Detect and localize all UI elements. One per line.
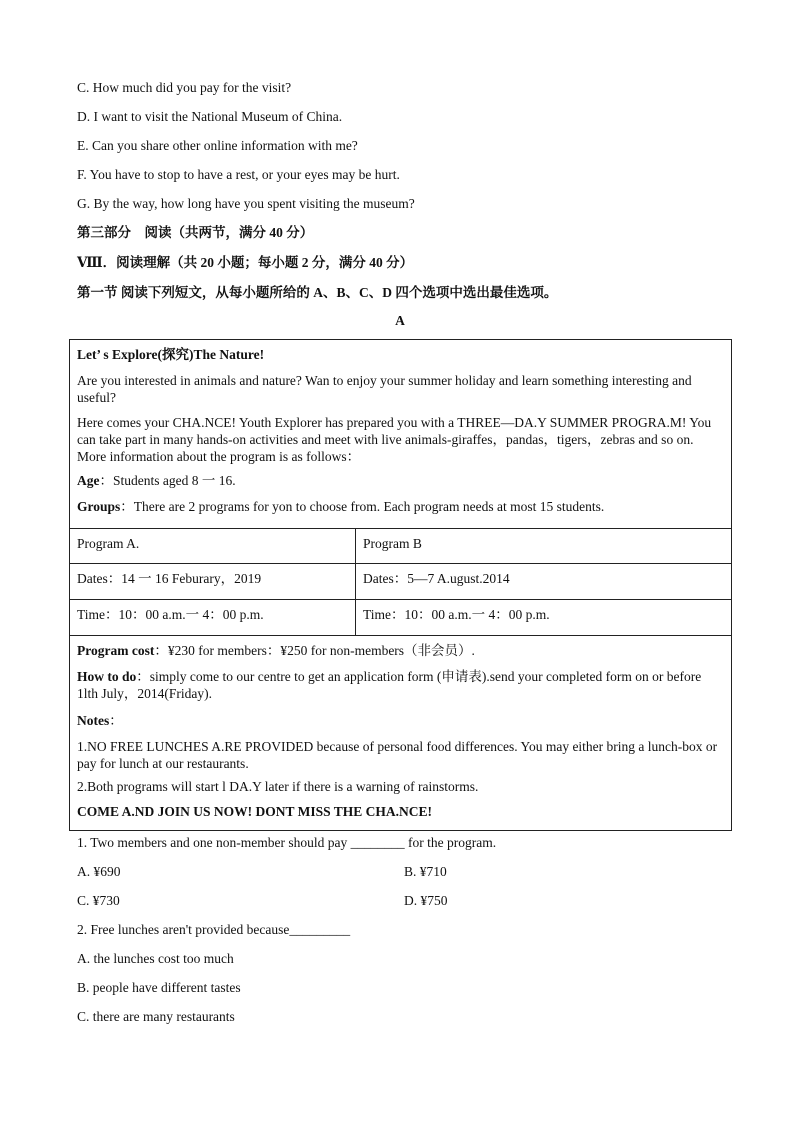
note-2: 2.Both programs will start l DA.Y later if there is a warning of rainstorms.	[77, 779, 479, 794]
notes-label: Notes	[77, 713, 110, 728]
question-1-stem: 1. Two members and one non-member should pay ________ for the program.	[77, 835, 497, 850]
groups-text: ：There are 2 programs for yon to choose from. Each program needs at most 15 students.	[120, 499, 605, 514]
option-c: C. How much did you pay for the visit?	[77, 80, 292, 95]
option-d: D. I want to visit the National Museum of China.	[77, 109, 343, 124]
cost-line	[77, 642, 722, 659]
program-b-header: Program B	[363, 536, 422, 551]
option-f: F. You have to stop to have a rest, or your eyes may be hurt.	[77, 167, 400, 182]
table-divider	[70, 528, 731, 529]
option-e: E. Can you share other online information with me?	[77, 138, 358, 153]
age-label: Age	[77, 473, 100, 488]
passage-paragraph: Here comes your CHA.NCE! Youth Explorer has prepared you with a THREE—DA.Y SUMMER PROGRA.M! You can take part in many hands-on activities and meet with live animals-giraffes，pandas，tigers，zebras and so on. More information about the program is as follows：	[77, 415, 712, 464]
cost-label: Program cost	[77, 643, 155, 658]
table-divider	[70, 563, 731, 564]
age-text: ：Students aged 8 一 16.	[99, 473, 236, 488]
q1-option-b: B. ¥710	[404, 864, 447, 879]
note-1: 1.NO FREE LUNCHES A.RE PROVIDED because of personal food differences. You may either bring a lunch-box or pay for lunch at our restaurants.	[77, 739, 718, 771]
howto-line	[77, 668, 722, 702]
groups-line	[77, 498, 722, 515]
notes-heading	[77, 712, 722, 729]
subsection-heading: Ⅷ．阅读理解（共 20 小题；每小题 2 分，满分 40 分）	[77, 255, 414, 270]
closing-line: COME A.ND JOIN US NOW! DONT MISS THE CHA.NCE!	[77, 804, 433, 819]
passage-box	[69, 339, 732, 831]
question-2-stem: 2. Free lunches aren't provided because_________	[77, 922, 351, 937]
program-a-dates: Dates：14 一 16 Feburary，2019	[77, 571, 262, 586]
notes-colon: ：	[109, 713, 123, 728]
passage-intro: Are you interested in animals and nature? Wan to enjoy your summer holiday and learn something interesting and useful?	[77, 373, 692, 405]
groups-label: Groups	[77, 499, 121, 514]
q1-option-d: D. ¥750	[404, 893, 448, 908]
table-divider	[70, 599, 731, 600]
option-g: G. By the way, how long have you spent visiting the museum?	[77, 196, 415, 211]
howto-text: ：simply come to our centre to get an application form (申请表).send your completed form on or before 1lth July，2014(Friday).	[77, 669, 702, 701]
q2-option-c: C. there are many restaurants	[77, 1009, 235, 1024]
q2-option-b: B. people have different tastes	[77, 980, 241, 995]
program-a-header: Program A.	[77, 536, 140, 551]
table-divider	[70, 635, 731, 636]
program-b-dates: Dates：5—7 A.ugust.2014	[363, 571, 510, 586]
section-heading: 第三部分 阅读（共两节，满分 40 分）	[77, 225, 314, 240]
age-line	[77, 472, 722, 489]
cost-text: ：¥230 for members：¥250 for non-members（非会员）.	[154, 643, 475, 658]
instruction: 第一节 阅读下列短文，从每小题所给的 A、B、C、D 四个选项中选出最佳选项。	[77, 285, 558, 300]
program-b-time: Time：10：00 a.m.一 4：00 p.m.	[363, 607, 550, 622]
q1-option-c: C. ¥730	[77, 893, 120, 908]
q2-option-a: A. the lunches cost too much	[77, 951, 234, 966]
table-column-divider	[355, 528, 356, 635]
howto-label: How to do	[77, 669, 137, 684]
passage-letter: A	[395, 313, 405, 328]
program-a-time: Time：10：00 a.m.一 4：00 p.m.	[77, 607, 264, 622]
passage-title: Let’ s Explore(探究)The Nature!	[77, 347, 265, 362]
q1-option-a: A. ¥690	[77, 864, 121, 879]
